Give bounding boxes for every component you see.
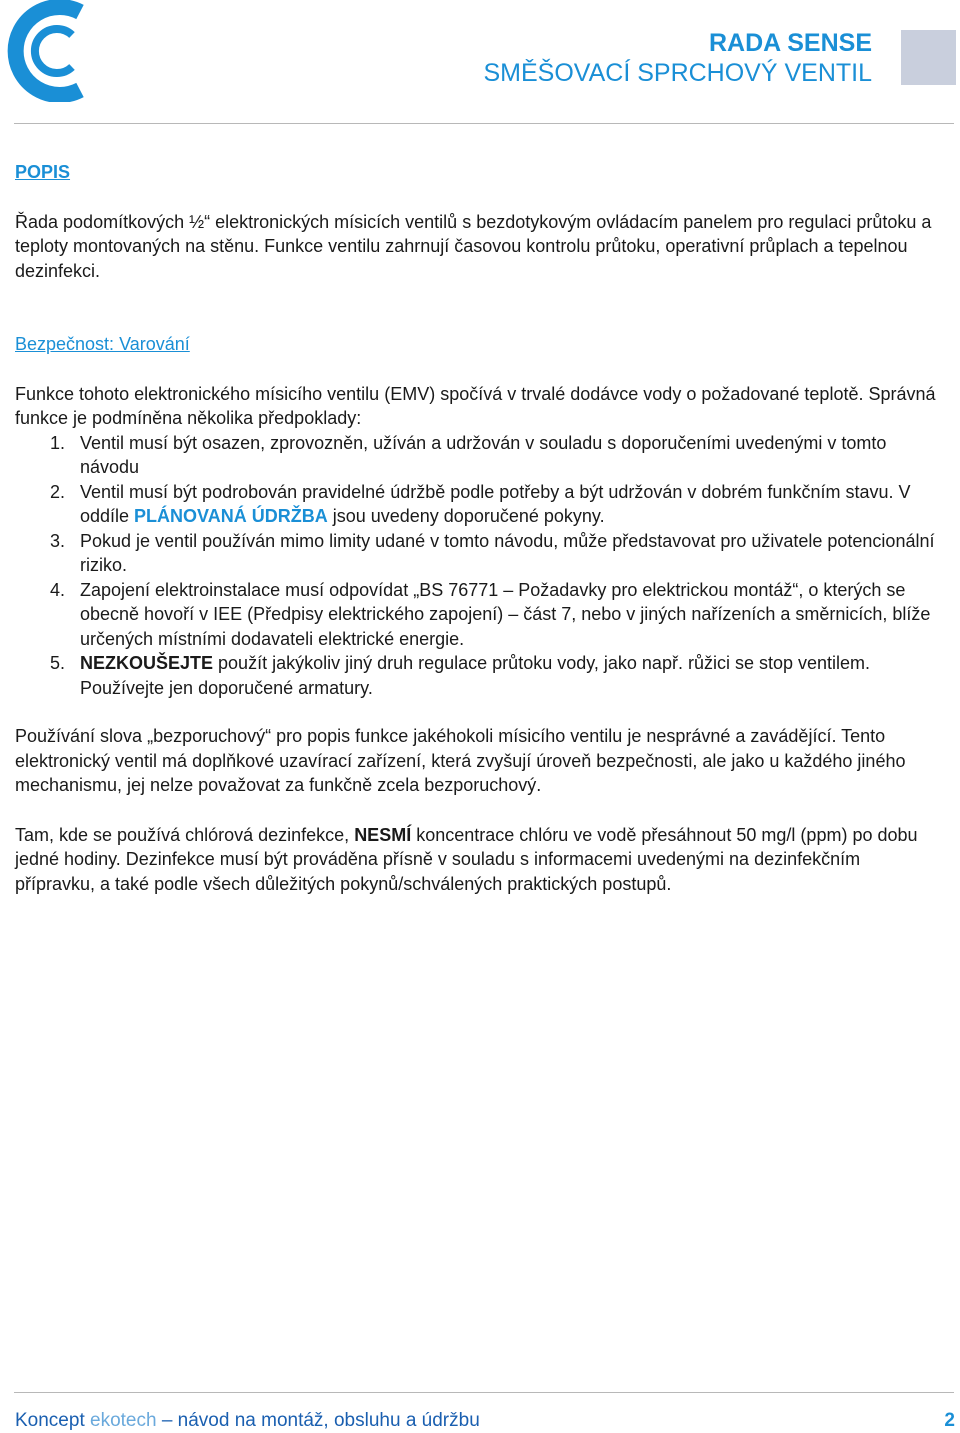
maintenance-reference: PLÁNOVANÁ ÚDRŽBA — [134, 506, 328, 526]
list-item: 3. Pokud je ventil používán mimo limity udané v tomto návodu, může představovat pro uživatele potencionální riziko. — [50, 530, 935, 575]
safety-heading: Bezpečnost: Varování — [15, 334, 190, 354]
chlorine-paragraph: Tam, kde se používá chlórová dezinfekce, NESMÍ koncentrace chlóru ve vodě přesáhnout 50 mg/l (ppm) po dobu jedné hodiny. Dezinfekce musí být prováděna přísně v souladu s informacemi uvedenými na dezinfekčním přípravku, a také podle všech důležitých pokynů/schválených praktických postupů. — [15, 824, 918, 894]
list-item: 1. Ventil musí být osazen, zprovozněn, užíván a udržován v souladu s doporučeními uvedenými v tomto návodu — [50, 432, 887, 477]
footer-brand: ekotech — [90, 1410, 157, 1431]
footer — [15, 1409, 955, 1433]
footer-prefix: Koncept — [15, 1410, 90, 1431]
page-title: RADA SENSE — [709, 29, 872, 57]
page-number: 2 — [944, 1410, 955, 1431]
fail-safe-paragraph: Používání slova „bezporuchový“ pro popis funkce jakéhokoli mísicího ventilu je nesprávné a zavádějící. Tento elektronický ventil má doplňkové uzavírací zařízení, která zvyšují úroveň bezpečnosti, ale jako u každého jiného mechanismu, jej nelze považovat za funkčně zcela bezporuchový. — [15, 726, 906, 795]
company-logo — [0, 0, 92, 102]
list-item: 2. Ventil musí být podrobován pravidelné údržbě podle potřeby a být udržován v dobrém funkčním stavu. V oddíle PLÁNOVANÁ ÚDRŽBA jsou uvedeny doporučené pokyny. — [50, 481, 911, 526]
intro-paragraph: Řada podomítkových ½“ elektronických mísicích ventilů s bezdotykovým ovládacím panelem pro regulaci průtoku a teploty montovaných na stěnu. Funkce ventilu zahrnují časovou kontrolu průtoku, operativní průplach a tepelnou dezinfekci. — [15, 211, 932, 281]
header-titles — [483, 28, 872, 88]
warning-emphasis: NESMÍ — [354, 824, 412, 845]
main-content — [15, 160, 940, 896]
safety-paragraph: Funkce tohoto elektronického mísicího ventilu (EMV) spočívá v trvalé dodávce vody o požadované teplotě. Správná funkce je podmíněna několika předpoklady: — [15, 383, 936, 428]
footer-divider — [14, 1392, 954, 1393]
warning-emphasis: NEZKOUŠEJTE — [80, 653, 214, 673]
header-divider — [14, 123, 954, 124]
list-item: 4. Zapojení elektroinstalace musí odpovídat „BS 76771 – Požadavky pro elektrickou montáž“, o kterých se obecně hovoří v IEE (Předpisy elektrického zapojení) – část 7, nebo v jiných nařízeních a směrnicích, blíže určených místními dodavateli elektrické energie. — [50, 579, 931, 649]
footer-text: – návod na montáž, obsluhu a údržbu — [156, 1410, 480, 1431]
page-subtitle: SMĚŠOVACÍ SPRCHOVÝ VENTIL — [483, 59, 872, 87]
safety-rules-list — [15, 431, 940, 701]
list-item: 5. NEZKOUŠEJTE použít jakýkoliv jiný druh regulace průtoku vody, jako např. růžici se stop ventilem. Používejte jen doporučené armatury. — [50, 653, 871, 698]
section-heading: POPIS — [15, 162, 71, 182]
header-decoration — [901, 30, 956, 85]
